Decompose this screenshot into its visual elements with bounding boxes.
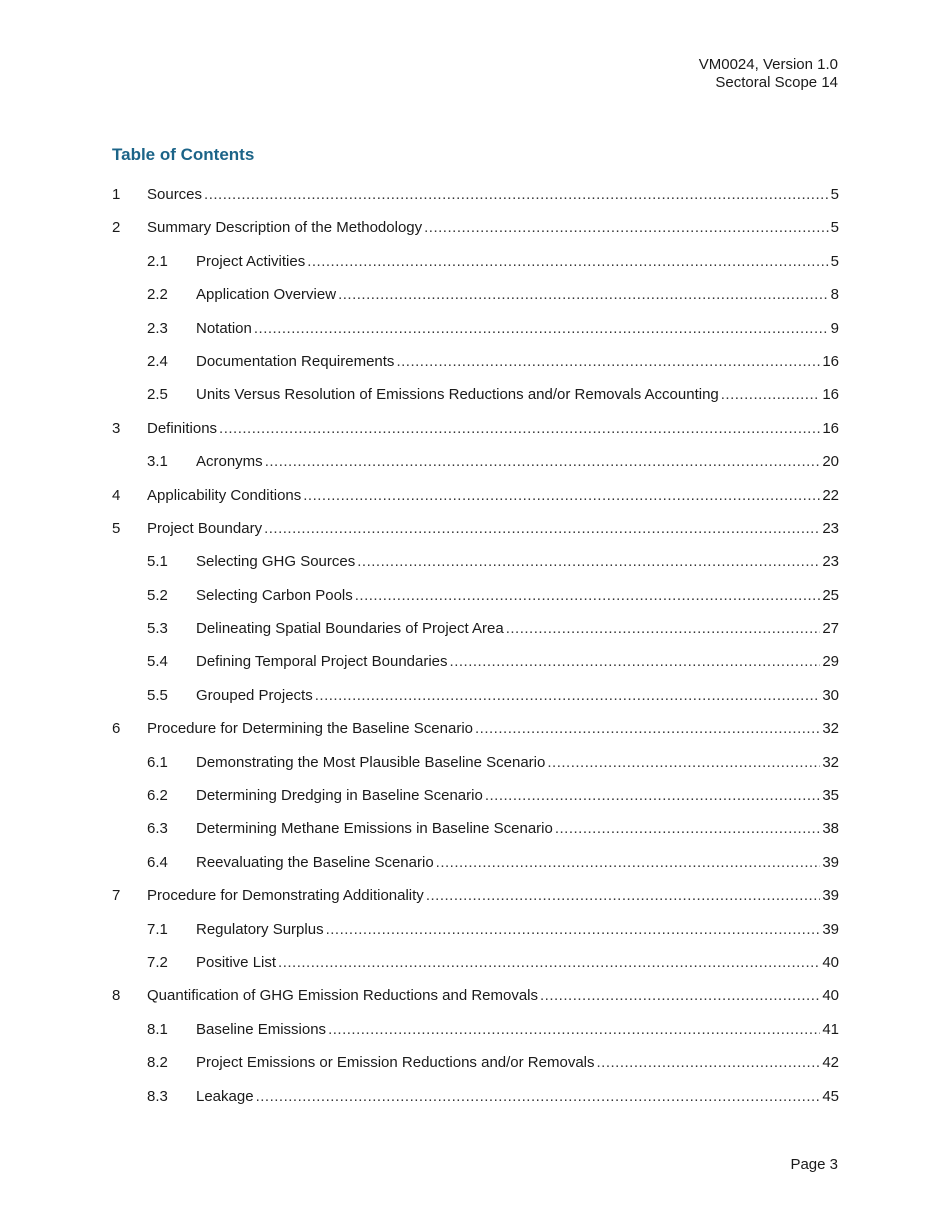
toc-entry[interactable] <box>112 987 839 1020</box>
toc-entry-title[interactable]: Project Emissions or Emission Reductions and/or Removals <box>196 1054 595 1072</box>
toc-entry-title[interactable]: Selecting Carbon Pools <box>196 586 353 604</box>
toc-entry-number: 3.1 <box>147 453 168 471</box>
toc-entry-title[interactable]: Regulatory Surplus <box>196 920 324 938</box>
toc-entry-page[interactable]: 5 <box>830 252 839 270</box>
toc-entry-page[interactable]: 5 <box>830 186 839 203</box>
toc-entry-title[interactable]: Documentation Requirements <box>196 352 395 370</box>
toc-entry-number: 2.1 <box>147 252 168 270</box>
toc-entry-page[interactable]: 40 <box>822 953 839 971</box>
toc-entry-number: 8.2 <box>147 1054 168 1072</box>
toc-entry-title[interactable]: Sources <box>147 186 203 203</box>
dot-leader <box>254 320 829 338</box>
toc-entry[interactable] <box>112 286 839 319</box>
toc-entry[interactable] <box>112 1021 839 1054</box>
toc-entry[interactable] <box>112 787 839 820</box>
toc-entry[interactable] <box>112 921 839 954</box>
toc-entry[interactable] <box>112 1088 839 1121</box>
dot-leader <box>278 954 820 972</box>
dot-leader <box>328 1021 820 1039</box>
toc-entry-number: 8 <box>112 987 121 1005</box>
toc-entry[interactable] <box>112 186 839 219</box>
dot-leader <box>436 854 821 872</box>
toc-entry-number: 6.2 <box>147 787 168 805</box>
toc-entry-title[interactable]: Leakage <box>196 1087 254 1105</box>
toc-entry-page[interactable]: 32 <box>822 753 839 771</box>
toc-entry-number: 5.3 <box>147 620 168 638</box>
page-number: Page 3 <box>790 1156 838 1173</box>
document-id: VM0024, Version 1.0 <box>698 56 838 73</box>
sectoral-scope: Sectoral Scope 14 <box>715 74 838 91</box>
toc-entry-title[interactable]: Applicability Conditions <box>147 486 302 504</box>
toc-entry-page[interactable]: 30 <box>822 686 839 704</box>
toc-entry-number: 7.2 <box>147 953 168 971</box>
table-of-contents <box>112 186 839 1121</box>
toc-entry-number: 5.2 <box>147 586 168 604</box>
dot-leader <box>597 1054 821 1072</box>
toc-entry-number: 2.2 <box>147 286 168 304</box>
page-header <box>699 56 838 92</box>
toc-entry-page[interactable]: 5 <box>830 219 839 237</box>
dot-leader <box>264 520 820 538</box>
toc-entry-number: 6.4 <box>147 853 168 871</box>
toc-entry-number: 8.1 <box>147 1020 168 1038</box>
dot-leader <box>506 620 821 638</box>
toc-entry-title[interactable]: Procedure for Demonstrating Additionality <box>147 887 424 905</box>
toc-entry-page[interactable]: 29 <box>822 653 839 671</box>
toc-entry-page[interactable]: 23 <box>822 519 839 537</box>
toc-entry-title[interactable]: Defining Temporal Project Boundaries <box>196 653 448 671</box>
toc-entry[interactable] <box>112 553 839 586</box>
toc-entry-number: 7.1 <box>147 920 168 938</box>
dot-leader <box>424 219 829 237</box>
dot-leader <box>326 921 821 939</box>
dot-leader <box>307 253 828 271</box>
toc-entry-title[interactable]: Positive List <box>196 953 277 971</box>
toc-entry[interactable] <box>112 1054 839 1087</box>
dot-leader <box>426 887 821 905</box>
dot-leader <box>450 653 821 671</box>
dot-leader <box>315 687 821 705</box>
toc-entry-title[interactable]: Summary Description of the Methodology <box>147 219 423 237</box>
toc-entry-title[interactable]: Procedure for Determining the Baseline Scenario <box>147 720 474 738</box>
toc-entry-number: 3 <box>112 419 121 437</box>
toc-entry-title[interactable]: Project Activities <box>196 252 306 270</box>
toc-entry[interactable] <box>112 219 839 252</box>
toc-entry[interactable] <box>112 520 839 553</box>
dot-leader <box>219 420 820 438</box>
toc-entry-title[interactable]: Reevaluating the Baseline Scenario <box>196 853 434 871</box>
toc-entry-page[interactable]: 8 <box>830 286 839 304</box>
toc-entry-page[interactable]: 38 <box>822 820 839 838</box>
toc-entry-number: 2.4 <box>147 352 168 370</box>
dot-leader <box>265 453 821 471</box>
toc-entry-number: 5 <box>112 519 121 537</box>
toc-entry-number: 7 <box>112 887 121 905</box>
toc-entry[interactable] <box>112 453 839 486</box>
toc-entry-title[interactable]: Definitions <box>147 419 218 437</box>
toc-entry[interactable] <box>112 420 839 453</box>
toc-entry-title[interactable]: Baseline Emissions <box>196 1020 327 1038</box>
toc-entry-number: 8.3 <box>147 1087 168 1105</box>
toc-entry-title[interactable]: Determining Dredging in Baseline Scenario <box>196 787 483 805</box>
toc-entry[interactable] <box>112 487 839 520</box>
dot-leader <box>256 1088 821 1106</box>
toc-entry-page[interactable]: 39 <box>822 920 839 938</box>
dot-leader <box>721 386 821 404</box>
toc-entry-number: 5.1 <box>147 553 168 571</box>
toc-entry-title[interactable]: Application Overview <box>196 286 337 304</box>
toc-entry-number: 2.3 <box>147 319 168 337</box>
toc-entry-page[interactable]: 41 <box>822 1020 839 1038</box>
dot-leader <box>540 987 820 1005</box>
dot-leader <box>355 587 821 605</box>
toc-entry-page[interactable]: 27 <box>822 620 839 638</box>
toc-entry[interactable] <box>112 954 839 987</box>
dot-leader <box>485 787 820 805</box>
toc-entry-title[interactable]: Notation <box>196 319 252 337</box>
toc-entry-page[interactable]: 45 <box>822 1087 839 1105</box>
toc-entry-title[interactable]: Acronyms <box>196 453 263 471</box>
dot-leader <box>396 353 820 371</box>
toc-entry-title[interactable]: Units Versus Resolution of Emissions Reductions and/or Removals Accounting <box>196 386 719 404</box>
toc-entry-page[interactable]: 16 <box>822 419 839 437</box>
toc-heading: Table of Contents <box>112 145 255 164</box>
dot-leader <box>204 186 829 204</box>
toc-entry-title[interactable]: Demonstrating the Most Plausible Baseline Scenario <box>196 753 546 771</box>
toc-entry[interactable] <box>112 720 839 753</box>
toc-entry-number: 6.1 <box>147 753 168 771</box>
toc-entry-number: 6.3 <box>147 820 168 838</box>
toc-entry-page[interactable]: 40 <box>822 987 839 1005</box>
dot-leader <box>475 720 820 738</box>
dot-leader <box>338 286 829 304</box>
toc-entry[interactable] <box>112 754 839 787</box>
toc-entry-page[interactable]: 20 <box>822 453 839 471</box>
toc-entry-page[interactable]: 16 <box>822 386 839 404</box>
toc-entry-page[interactable]: 16 <box>822 352 839 370</box>
toc-entry-title[interactable]: Quantification of GHG Emission Reductions and Removals <box>147 987 539 1005</box>
toc-entry-title[interactable]: Selecting GHG Sources <box>196 553 356 571</box>
toc-entry[interactable] <box>112 887 839 920</box>
toc-entry[interactable] <box>112 820 839 853</box>
toc-entry-page[interactable]: 9 <box>830 319 839 337</box>
toc-entry-page[interactable]: 23 <box>822 553 839 571</box>
toc-entry-page[interactable]: 25 <box>822 586 839 604</box>
toc-entry-title[interactable]: Grouped Projects <box>196 686 313 704</box>
toc-entry-number: 2.5 <box>147 386 168 404</box>
toc-entry-number: 6 <box>112 720 121 738</box>
dot-leader <box>547 754 820 772</box>
toc-entry-number: 5.5 <box>147 686 168 704</box>
toc-entry-number: 2 <box>112 219 121 237</box>
toc-entry[interactable] <box>112 687 839 720</box>
toc-entry[interactable] <box>112 386 839 419</box>
dot-leader <box>357 553 820 571</box>
toc-entry[interactable] <box>112 320 839 353</box>
toc-entry-title[interactable]: Determining Methane Emissions in Baseline Scenario <box>196 820 553 838</box>
toc-entry-page[interactable]: 32 <box>822 720 839 738</box>
toc-entry[interactable] <box>112 854 839 887</box>
toc-entry[interactable] <box>112 587 839 620</box>
toc-entry-title[interactable]: Delineating Spatial Boundaries of Project Area <box>196 620 504 638</box>
toc-entry-page[interactable]: 35 <box>822 787 839 805</box>
toc-entry-page[interactable]: 39 <box>822 853 839 871</box>
toc-entry-page[interactable]: 42 <box>822 1054 839 1072</box>
toc-entry[interactable] <box>112 620 839 653</box>
toc-entry[interactable] <box>112 353 839 386</box>
toc-entry[interactable] <box>112 253 839 286</box>
dot-leader <box>303 487 820 505</box>
dot-leader <box>555 820 820 838</box>
toc-entry-title[interactable]: Project Boundary <box>147 519 263 537</box>
toc-entry-number: 4 <box>112 486 121 504</box>
toc-entry-number: 5.4 <box>147 653 168 671</box>
toc-entry-page[interactable]: 39 <box>822 887 839 905</box>
toc-entry[interactable] <box>112 653 839 686</box>
toc-entry-number: 1 <box>112 186 121 203</box>
toc-entry-page[interactable]: 22 <box>822 486 839 504</box>
